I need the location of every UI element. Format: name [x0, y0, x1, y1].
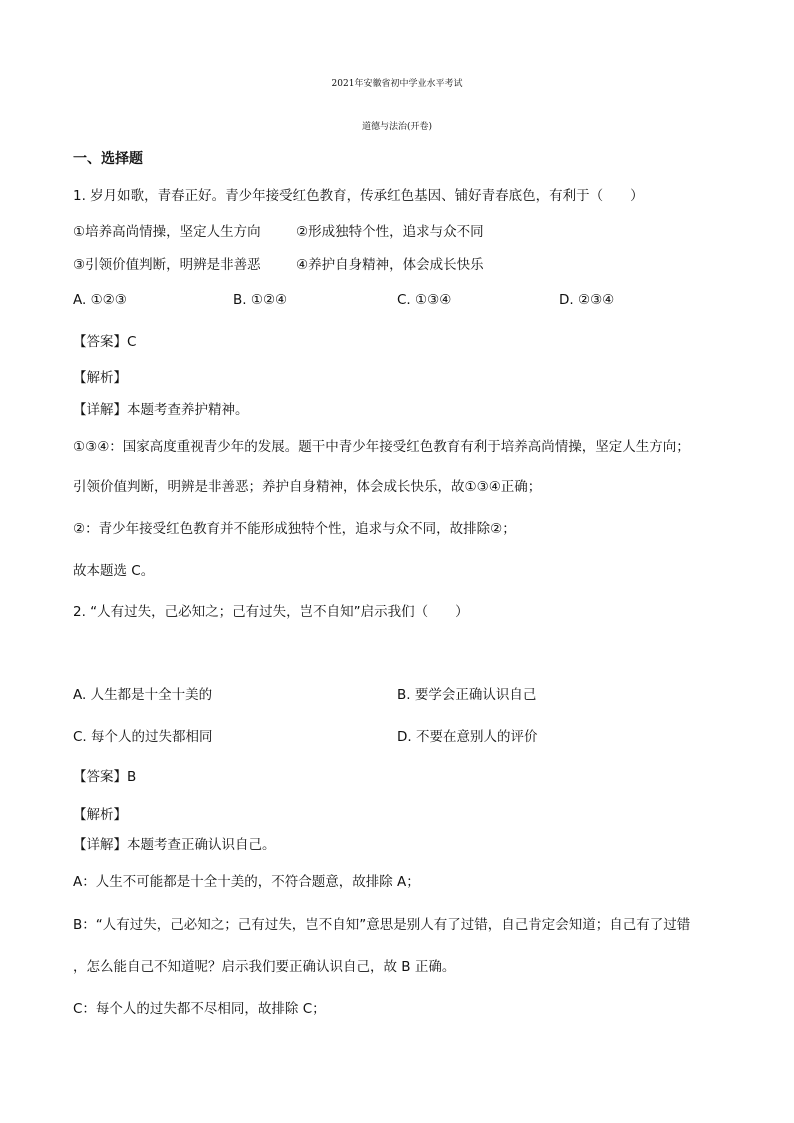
q1-answer: 【答案】C — [73, 334, 137, 350]
q1-explain-4: ②：青少年接受红色教育并不能形成独特个性，追求与众不同，故排除②； — [73, 521, 516, 537]
q2-explain-5: C：每个人的过失都不尽相同，故排除 C； — [73, 1001, 326, 1017]
question-2-stem: 2. “人有过失，己必知之；己有过失，岂不自知”启示我们（ ） — [73, 604, 469, 620]
q1-explain-1: 【详解】本题考查养护精神。 — [73, 402, 249, 418]
exam-title: 2021年安徽省初中学业水平考试 — [331, 79, 463, 89]
section-title: 一、选择题 — [73, 151, 143, 167]
q1-explain-5: 故本题选 C。 — [73, 563, 155, 579]
q2-option-d: D. 不要在意别人的评价 — [397, 729, 538, 745]
q2-option-c: C. 每个人的过失都相同 — [73, 729, 213, 745]
exam-subtitle: 道德与法治(开卷) — [361, 122, 433, 132]
q2-explain-3: B：“人有过失，己必知之；己有过失，岂不自知”意思是别人有了过错，自己肯定会知道；自己有了过错 — [73, 917, 691, 933]
q2-analysis-label: 【解析】 — [73, 807, 127, 823]
q1-analysis-label: 【解析】 — [73, 370, 127, 386]
question-1-stem: 1. 岁月如歌，青春正好。青少年接受红色教育，传承红色基因、铺好青春底色，有利于（ ） — [73, 188, 644, 204]
q1-option-d: D. ②③④ — [559, 292, 615, 308]
q2-answer: 【答案】B — [73, 769, 137, 785]
q1-item-1: ①培养高尚情操，坚定人生方向 — [73, 224, 261, 240]
q1-option-b: B. ①②④ — [233, 292, 288, 308]
q2-option-a: A. 人生都是十全十美的 — [73, 687, 213, 703]
q1-option-a: A. ①②③ — [73, 292, 127, 308]
q2-explain-4: ，怎么能自己不知道呢？启示我们要正确认识自己，故 B 正确。 — [73, 959, 456, 975]
q1-explain-3: 引领价值判断，明辨是非善恶；养护自身精神，体会成长快乐，故①③④正确； — [73, 479, 542, 495]
q1-item-4: ④养护自身精神，体会成长快乐 — [296, 257, 484, 273]
q1-item-3: ③引领价值判断，明辨是非善恶 — [73, 257, 261, 273]
q1-item-2: ②形成独特个性，追求与众不同 — [296, 224, 484, 240]
q2-explain-1: 【详解】本题考查正确认识自己。 — [73, 837, 276, 853]
q1-explain-2: ①③④：国家高度重视青少年的发展。题干中青少年接受红色教育有利于培养高尚情操，坚定人生方向； — [73, 439, 690, 455]
q2-explain-2: A：人生不可能都是十全十美的，不符合题意，故排除 A； — [73, 874, 420, 890]
q1-option-c: C. ①③④ — [397, 292, 452, 308]
q2-option-b: B. 要学会正确认识自己 — [397, 687, 537, 703]
